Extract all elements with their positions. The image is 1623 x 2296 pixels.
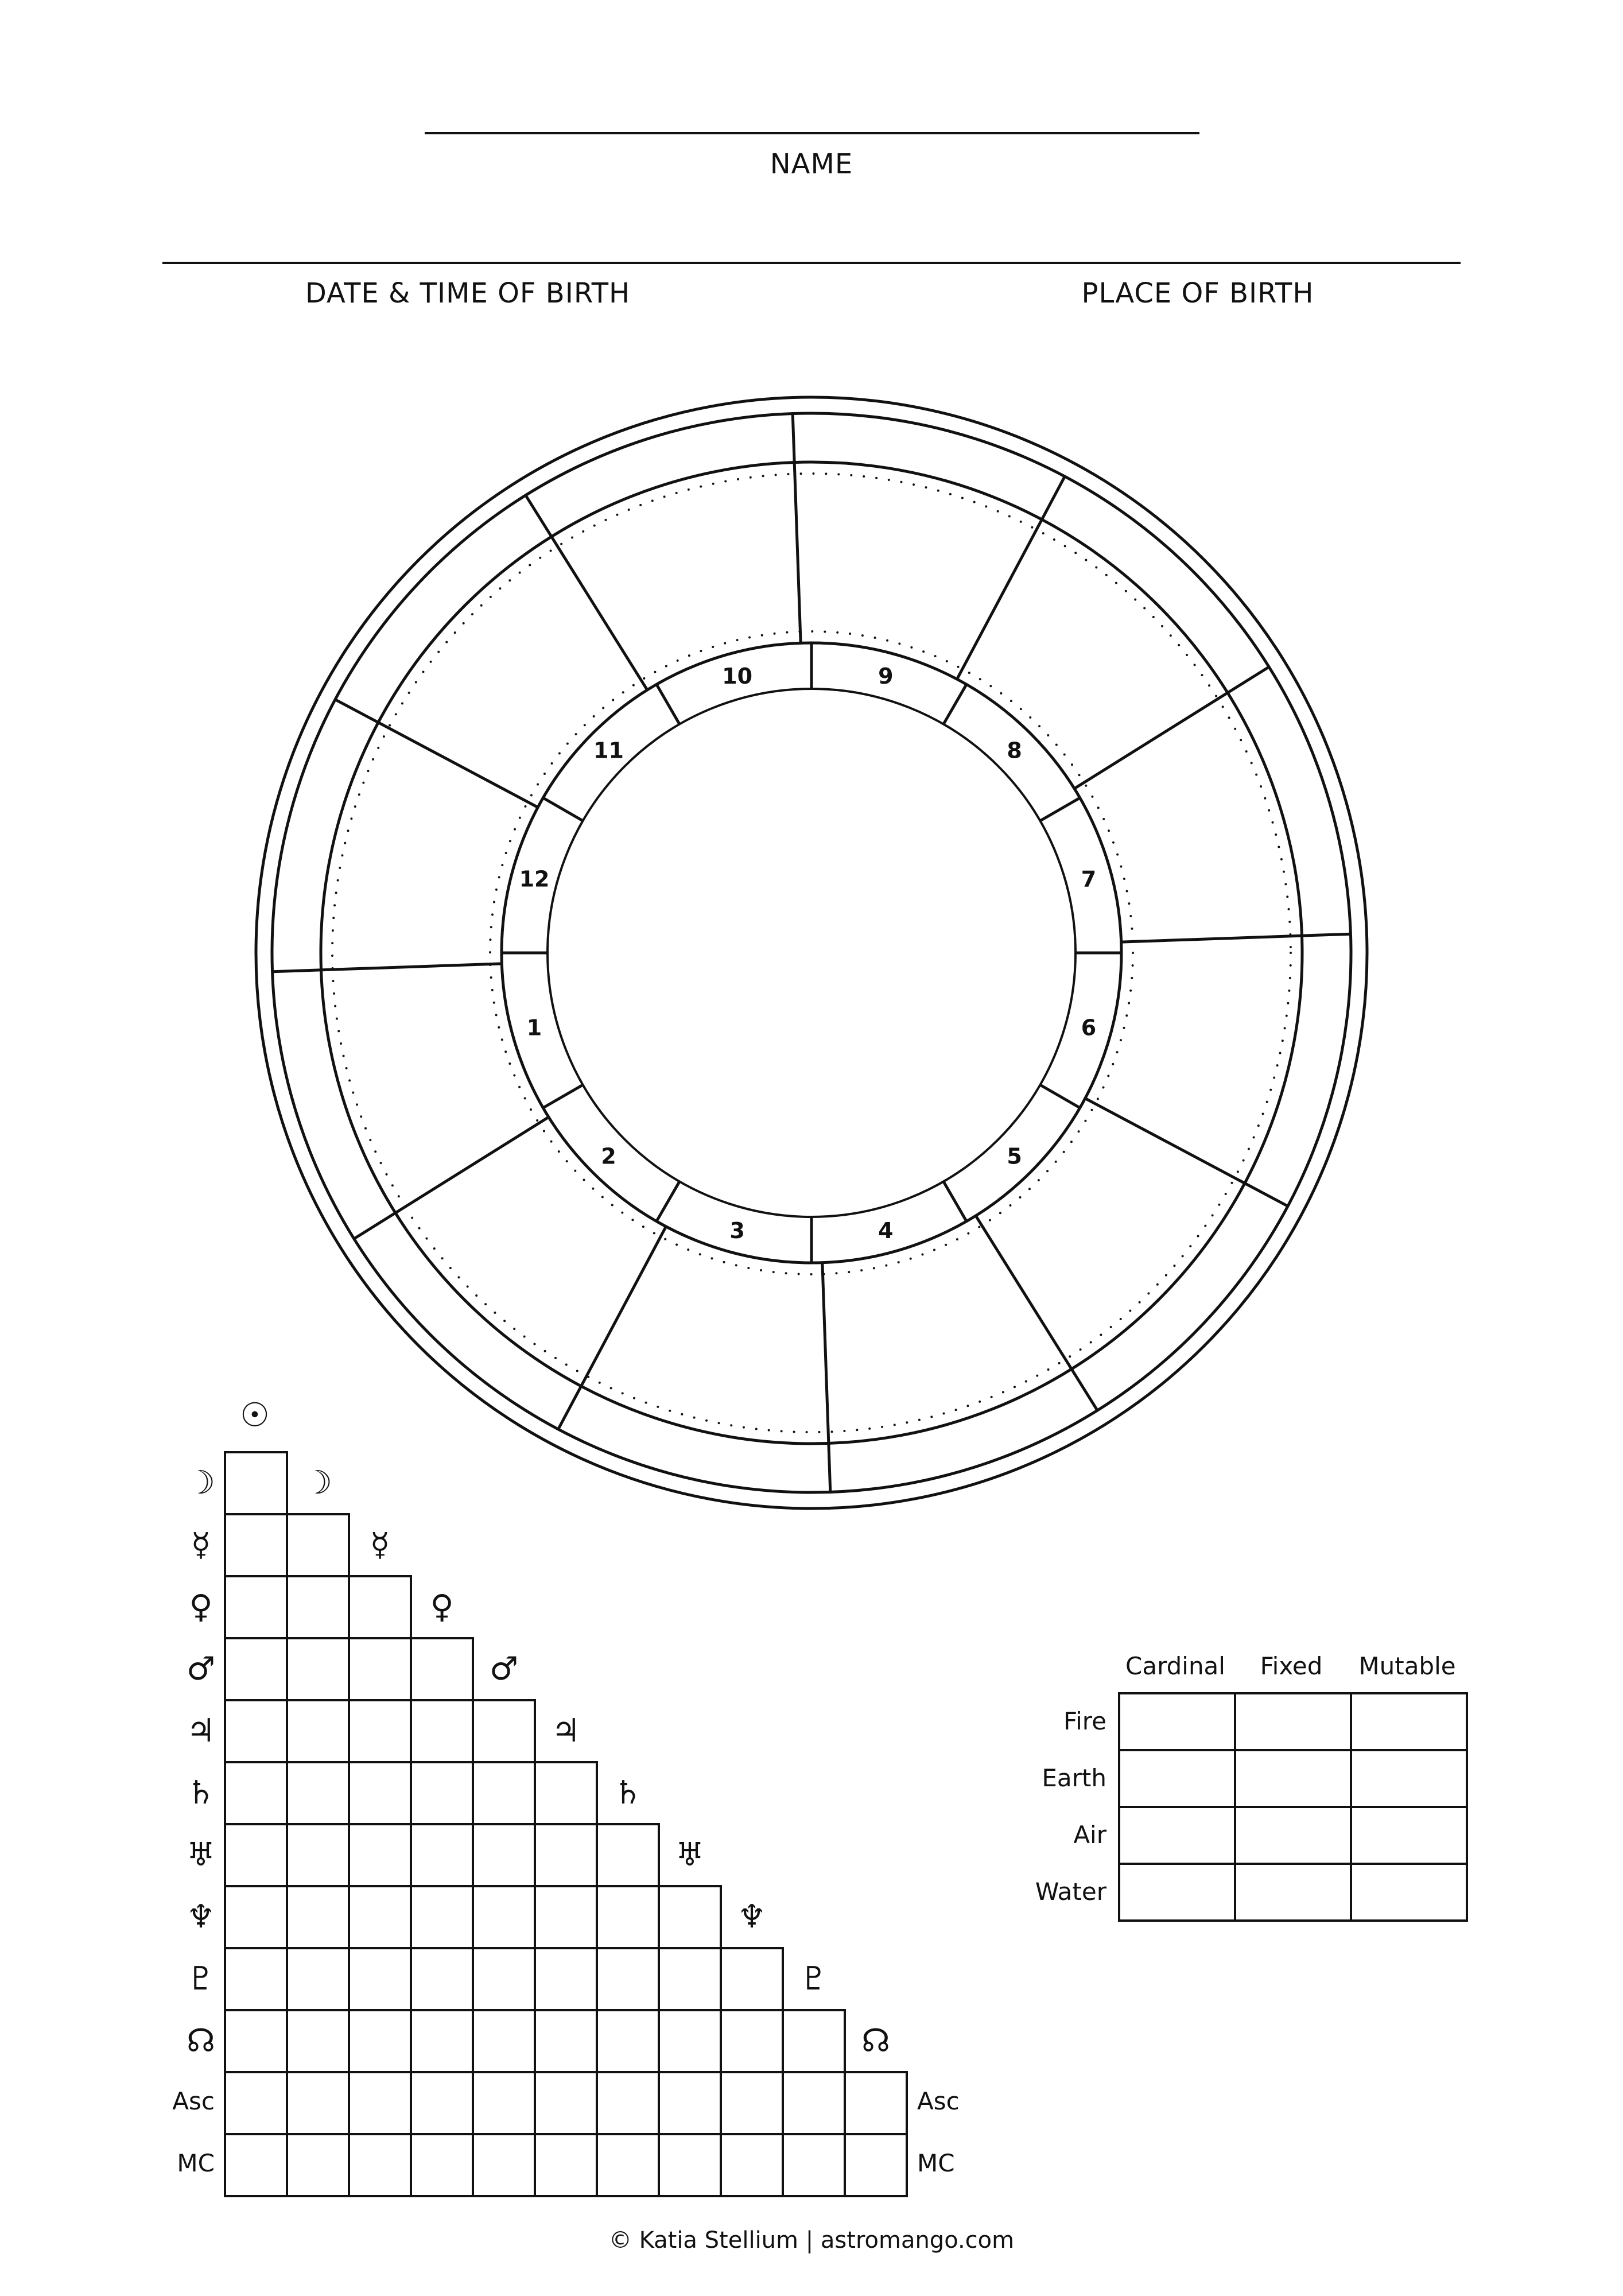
node-glyph-left: ☊ bbox=[187, 2022, 215, 2060]
house-number-4: 4 bbox=[878, 1217, 894, 1243]
modality-header-fixed: Fixed bbox=[1260, 1652, 1323, 1680]
element-modality-cell[interactable] bbox=[1350, 1692, 1468, 1751]
saturn-glyph-diagonal: ♄ bbox=[613, 1774, 643, 1812]
element-modality-cell[interactable] bbox=[1118, 1806, 1236, 1865]
house-number-12: 12 bbox=[519, 866, 550, 892]
saturn-glyph-left: ♄ bbox=[186, 1774, 216, 1812]
node-glyph-diagonal: ☊ bbox=[861, 2022, 890, 2060]
element-modality-cell[interactable] bbox=[1234, 1863, 1352, 1922]
mc-label-left: MC bbox=[177, 2149, 215, 2177]
venus-glyph-left: ♀ bbox=[189, 1588, 213, 1626]
house-number-9: 9 bbox=[878, 664, 894, 689]
modality-header-cardinal: Cardinal bbox=[1125, 1652, 1225, 1680]
element-label-fire: Fire bbox=[1063, 1707, 1106, 1735]
neptune-glyph-diagonal: ♆ bbox=[737, 1898, 767, 1936]
neptune-glyph-left: ♆ bbox=[186, 1898, 216, 1936]
asc-label-left: Asc bbox=[172, 2087, 215, 2115]
element-modality-cell[interactable] bbox=[1350, 1749, 1468, 1808]
pluto-glyph-diagonal: ♇ bbox=[799, 1960, 829, 1998]
pluto-glyph-left: ♇ bbox=[186, 1960, 216, 1998]
place-label: PLACE OF BIRTH bbox=[1081, 277, 1314, 309]
house-number-3: 3 bbox=[729, 1217, 745, 1243]
jupiter-glyph-left: ♃ bbox=[186, 1712, 216, 1750]
moon-glyph-left: ☽ bbox=[186, 1464, 216, 1502]
element-modality-cell[interactable] bbox=[1350, 1806, 1468, 1865]
element-modality-cell[interactable] bbox=[1118, 1692, 1236, 1751]
house-number-8: 8 bbox=[1007, 738, 1022, 763]
element-modality-cell[interactable] bbox=[1118, 1863, 1236, 1922]
name-label: NAME bbox=[770, 148, 853, 180]
mars-glyph-diagonal: ♂ bbox=[489, 1650, 519, 1688]
element-modality-cell[interactable] bbox=[1234, 1749, 1352, 1808]
modality-header-mutable: Mutable bbox=[1358, 1652, 1456, 1680]
mars-glyph-left: ♂ bbox=[186, 1650, 216, 1688]
house-number-7: 7 bbox=[1081, 866, 1097, 892]
element-modality-cell[interactable] bbox=[1234, 1806, 1352, 1865]
sun-glyph-top: ☉ bbox=[240, 1395, 270, 1434]
date-time-label: DATE & TIME OF BIRTH bbox=[305, 277, 631, 309]
mercury-glyph-left: ☿ bbox=[191, 1526, 211, 1564]
house-number-11: 11 bbox=[593, 738, 624, 763]
mercury-glyph-diagonal: ☿ bbox=[370, 1526, 390, 1564]
mc-label-right: MC bbox=[917, 2149, 955, 2177]
element-modality-cell[interactable] bbox=[1350, 1863, 1468, 1922]
house-number-2: 2 bbox=[601, 1143, 616, 1169]
house-number-1: 1 bbox=[526, 1015, 542, 1041]
venus-glyph-diagonal: ♀ bbox=[430, 1588, 454, 1626]
house-number-6: 6 bbox=[1081, 1015, 1097, 1041]
element-modality-cell[interactable] bbox=[1118, 1749, 1236, 1808]
jupiter-glyph-diagonal: ♃ bbox=[551, 1712, 581, 1750]
element-modality-cell[interactable] bbox=[1234, 1692, 1352, 1751]
element-label-air: Air bbox=[1073, 1821, 1106, 1849]
house-number-10: 10 bbox=[722, 664, 753, 689]
uranus-glyph-left: ♅ bbox=[186, 1836, 216, 1874]
uranus-glyph-diagonal: ♅ bbox=[675, 1836, 705, 1874]
element-label-water: Water bbox=[1035, 1878, 1106, 1906]
copyright-footer: © Katia Stellium | astromango.com bbox=[608, 2227, 1015, 2254]
house-number-5: 5 bbox=[1007, 1143, 1022, 1169]
moon-glyph-diagonal: ☽ bbox=[303, 1464, 333, 1502]
element-label-earth: Earth bbox=[1042, 1764, 1106, 1792]
asc-label-right: Asc bbox=[917, 2087, 960, 2115]
